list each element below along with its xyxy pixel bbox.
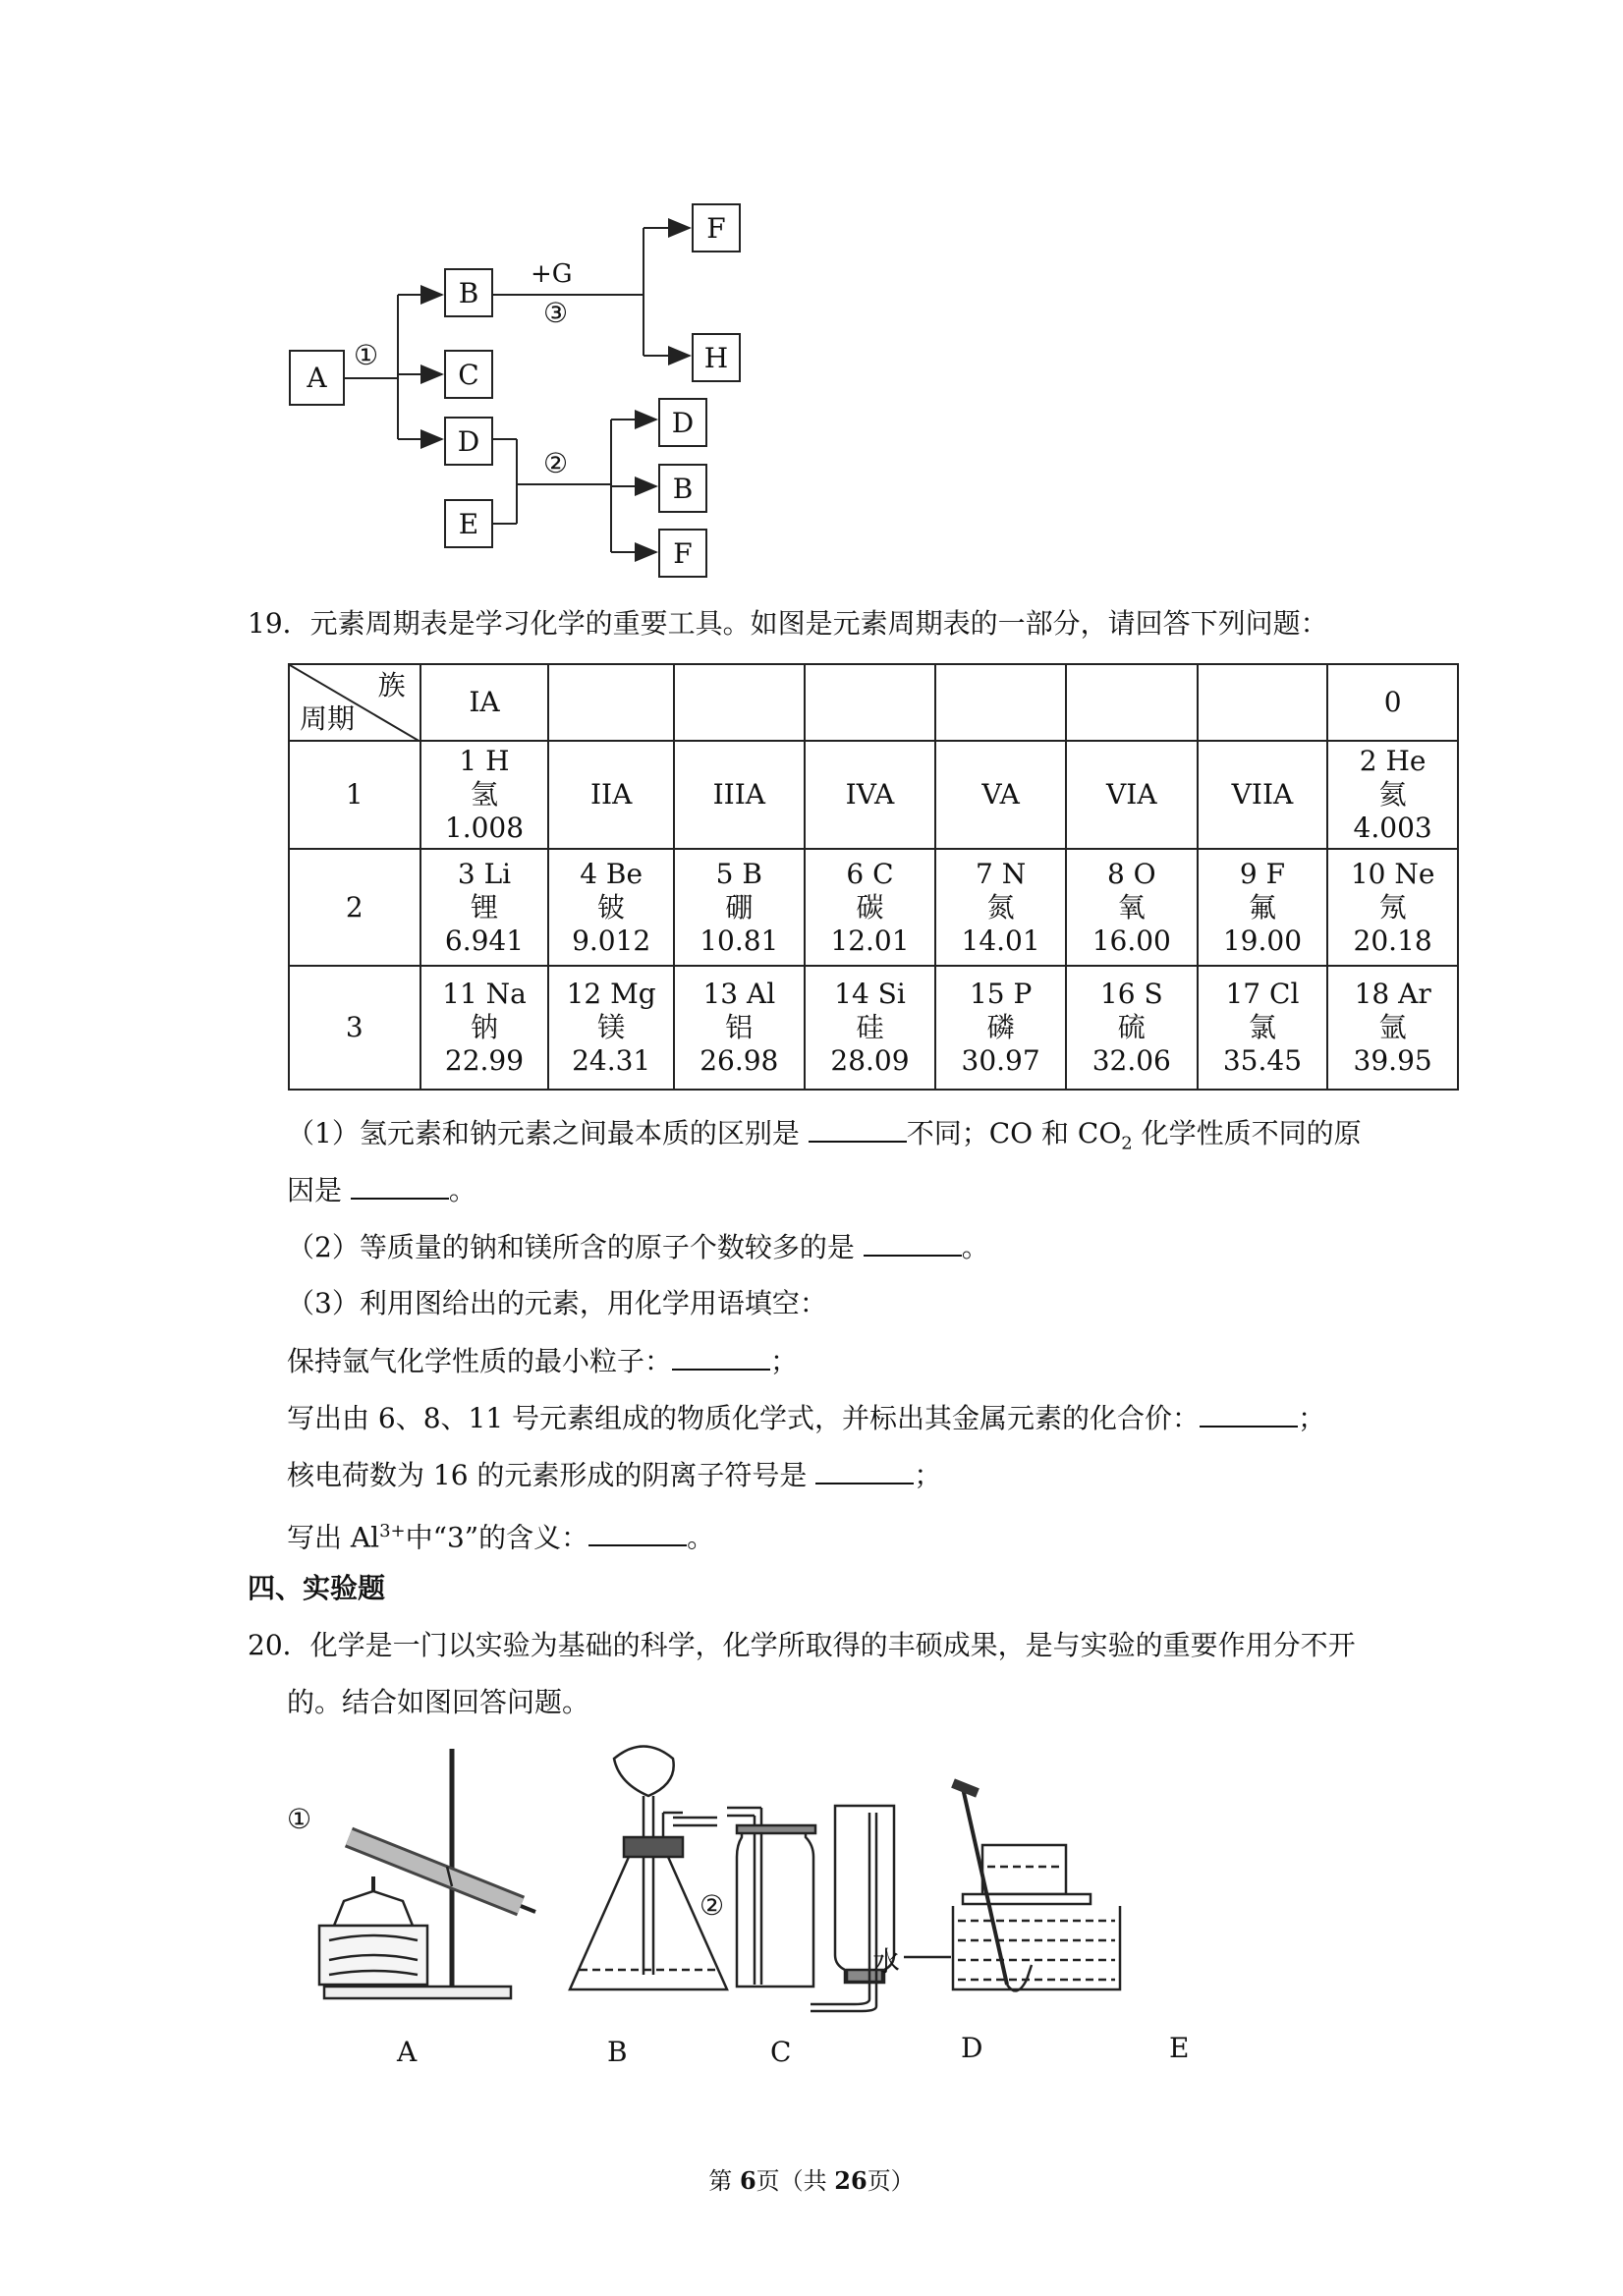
apparatus-e [904, 1783, 1120, 1990]
reaction-label-2: ② [543, 447, 569, 479]
node-f-product: F [658, 529, 707, 578]
header-cell [1198, 664, 1328, 741]
group-label: VA [935, 741, 1066, 849]
page-footer: 第 6页（共 26页） [708, 2166, 915, 2195]
answer-blank[interactable] [351, 1170, 449, 1200]
header-cell [805, 664, 936, 741]
answer-blank[interactable] [815, 1455, 914, 1484]
answer-blank[interactable] [588, 1517, 687, 1546]
apparatus-label-e: E [1169, 2032, 1190, 2064]
node-e: E [444, 499, 493, 548]
element-cell: 2 He 氦 4.003 [1327, 741, 1458, 849]
element-cell: 6 C 碳 12.01 [805, 849, 936, 966]
period-row-1 [289, 741, 1458, 849]
element-cell: 14 Si 硅 28.09 [805, 966, 936, 1090]
header-cell [935, 664, 1066, 741]
node-d-product: D [658, 398, 707, 447]
header-cell [548, 664, 674, 741]
reaction-label-1: ① [354, 339, 379, 371]
group-label: IIIA [674, 741, 805, 849]
section-heading: 四、实验题 [248, 1572, 386, 1604]
group-label: IVA [805, 741, 936, 849]
q19-stem: 19．元素周期表是学习化学的重要工具。如图是元素周期表的一部分，请回答下列问题： [248, 607, 1328, 640]
q19-item2: 写出由 6、8、11 号元素组成的物质化学式，并标出其金属元素的化合价： ； [287, 1398, 1325, 1438]
apparatus-mark-1: ① [287, 1803, 312, 1835]
answer-blank[interactable] [864, 1227, 962, 1257]
element-cell: 5 B 硼 10.81 [674, 849, 805, 966]
group-label: VIA [1066, 741, 1198, 849]
element-cell: 18 Ar 氩 39.95 [1327, 966, 1458, 1090]
answer-blank[interactable] [1200, 1398, 1298, 1428]
answer-blank[interactable] [809, 1113, 907, 1143]
element-cell: 15 P 磷 30.97 [935, 966, 1066, 1090]
node-b: B [444, 268, 493, 317]
group-label: IIA [548, 741, 674, 849]
q19-sub1-line2: 因是 。 [287, 1170, 476, 1210]
element-cell: 11 Na 钠 22.99 [420, 966, 549, 1090]
q19-item3: 核电荷数为 16 的元素形成的阴离子符号是 ； [287, 1455, 941, 1495]
period-row-3 [289, 966, 1458, 1090]
node-f: F [692, 203, 741, 252]
apparatus-d [811, 1806, 894, 2011]
node-d: D [444, 417, 493, 466]
corner-period-label: 周期 [300, 702, 356, 735]
node-a: A [289, 350, 345, 406]
element-cell: 3 Li 锂 6.941 [420, 849, 549, 966]
q19-item4: 写出 $Al^{3+}$中“3”的含义： 。 [287, 1512, 714, 1557]
apparatus-label-a: A [397, 2036, 418, 2068]
q19-sub3: （3）利用图给出的元素，用化学用语填空： [287, 1287, 827, 1319]
element-cell: 4 Be 铍 9.012 [548, 849, 674, 966]
reaction-label-g: +G [531, 259, 573, 289]
q19-sub2: （2）等质量的钠和镁所含的原子个数较多的是 。 [287, 1227, 989, 1267]
header-cell [1066, 664, 1198, 741]
corner-group-label: 族 [377, 669, 406, 701]
header-cell: IA [420, 664, 549, 741]
apparatus-label-d: D [961, 2032, 983, 2064]
header-cell [674, 664, 805, 741]
answer-blank[interactable] [672, 1341, 770, 1371]
element-cell: 7 N 氮 14.01 [935, 849, 1066, 966]
q19-sub1-line1: （1）氢元素和钠元素之间最本质的区别是 不同；CO 和 $CO_2$ 化学性质不同的原 [287, 1113, 1362, 1164]
apparatus-mark-2: ② [700, 1889, 725, 1922]
apparatus-label-c: C [770, 2036, 792, 2068]
group-label: VIIA [1198, 741, 1328, 849]
element-cell: 13 Al 铝 26.98 [674, 966, 805, 1090]
apparatus-b [570, 1747, 727, 1990]
element-cell: 8 O 氧 16.00 [1066, 849, 1198, 966]
element-cell: 12 Mg 镁 24.31 [548, 966, 674, 1090]
period-number: 2 [289, 849, 420, 966]
apparatus-label-b: B [607, 2036, 628, 2068]
q20-line2: 的。结合如图回答问题。 [287, 1686, 590, 1718]
reaction-label-3: ③ [543, 297, 569, 329]
period-number: 1 [289, 741, 420, 849]
table-corner [289, 664, 420, 741]
element-cell: 16 S 硫 32.06 [1066, 966, 1198, 1090]
element-cell: 9 F 氟 19.00 [1198, 849, 1328, 966]
water-label: 水 [872, 1945, 901, 1978]
header-cell: 0 [1327, 664, 1458, 741]
apparatus-figure [275, 1729, 1297, 2083]
node-b-product: B [658, 464, 707, 513]
q20-line1: 20．化学是一门以实验为基础的科学，化学所取得的丰硕成果，是与实验的重要作用分不开 [248, 1629, 1356, 1661]
element-cell: 1 H 氢 1.008 [420, 741, 549, 849]
node-h: H [692, 333, 741, 382]
apparatus-c [727, 1808, 815, 1987]
q19-item1: 保持氩气化学性质的最小粒子： ； [287, 1341, 798, 1381]
apparatus-a [319, 1749, 535, 1998]
element-cell: 10 Ne 氖 20.18 [1327, 849, 1458, 966]
node-c: C [444, 350, 493, 399]
periodic-table [288, 663, 1459, 1091]
period-number: 3 [289, 966, 420, 1090]
period-row-2 [289, 849, 1458, 966]
element-cell: 17 Cl 氯 35.45 [1198, 966, 1328, 1090]
